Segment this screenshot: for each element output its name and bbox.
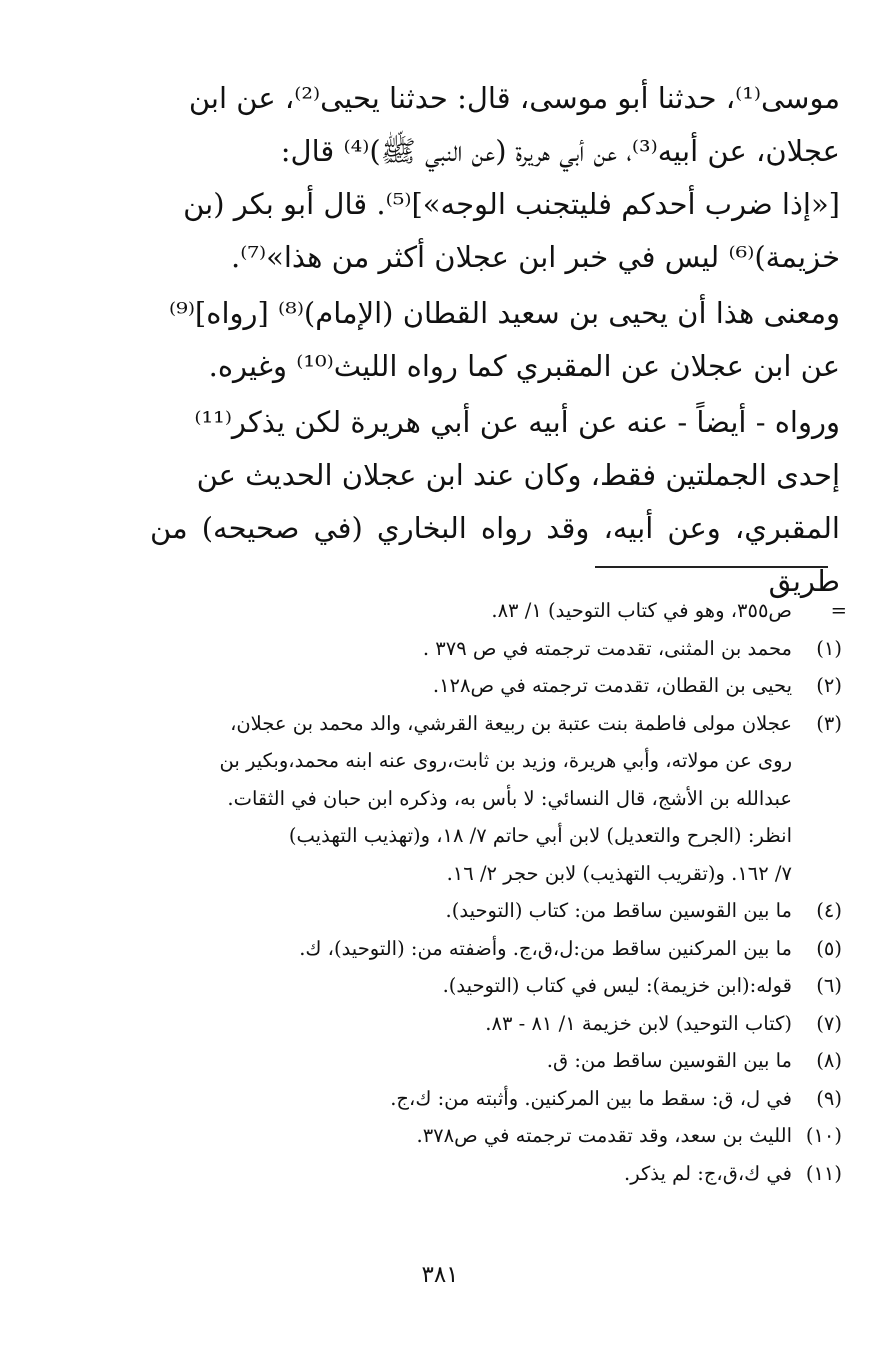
footnote-1 xyxy=(150,630,850,668)
body-line: عن ابن عجلان عن المقبري كما رواه الليث⁽¹⁰⁾ وغيره. xyxy=(208,349,840,383)
footnote-line: ٧/ ١٦٢. و(تقريب التهذيب) لابن حجر ٢/ ١٦. xyxy=(446,861,792,885)
footnote-line: الليث بن سعد، وقد تقدمت ترجمته في ص٣٧٨. xyxy=(416,1124,792,1147)
footnote-line: عبدالله بن الأشج، قال النسائي: لا بأس به، وذكره ابن حبان في الثقات. xyxy=(227,786,792,810)
footnote-number: (٥) xyxy=(816,936,842,960)
footnote-number: (٣) xyxy=(816,711,842,735)
continuation-text: ص٣٥٥، وهو في كتاب التوحيد) ١/ ٨٣. xyxy=(491,599,792,622)
continuation-marker: = xyxy=(830,599,847,622)
body-line: عجلان، عن أبيه⁽³⁾، عن أبي هريرة (عن النبي ﷺ)⁽⁴⁾ قال: xyxy=(280,134,840,168)
body-line: ورواه - أيضاً - عنه عن أبيه عن أبي هريرة لكن يذكر⁽¹¹⁾ xyxy=(194,405,840,439)
footnote-line: يحيى بن القطان، تقدمت ترجمته في ص١٢٨. xyxy=(432,674,792,697)
footnote-line: عجلان مولى فاطمة بنت عتبة بن ربيعة القرشي، والد محمد بن عجلان، xyxy=(230,711,792,735)
footnote-9 xyxy=(150,1080,850,1118)
footnote-6 xyxy=(150,967,850,1005)
footnote-line: قوله:(ابن خزيمة): ليس في كتاب (التوحيد). xyxy=(442,974,792,997)
body-line: إحدى الجملتين فقط، وكان عند ابن عجلان الحديث عن xyxy=(196,458,840,492)
footnote-number: (٧) xyxy=(816,1011,842,1035)
footnote-number: (١٠) xyxy=(805,1124,842,1147)
footnote-line: (كتاب التوحيد) لابن خزيمة ١/ ٨١ - ٨٣. xyxy=(485,1011,792,1035)
main-body-text xyxy=(150,72,840,608)
footnote-continuation xyxy=(150,592,850,630)
footnote-line: ما بين القوسين ساقط من: كتاب (التوحيد). xyxy=(445,899,792,922)
body-line: المقبري، وعن أبيه، وقد رواه البخاري (في صحيحه) من طريق xyxy=(150,511,840,598)
footnote-10 xyxy=(150,1117,850,1155)
footnote-8 xyxy=(150,1042,850,1080)
body-line: ومعنى هذا أن يحيى بن سعيد القطان (الإمام)⁽⁸⁾ [رواه]⁽⁹⁾ xyxy=(169,296,840,330)
footnote-5 xyxy=(150,930,850,968)
footnote-2 xyxy=(150,667,850,705)
footnote-number: (٩) xyxy=(816,1086,842,1110)
footnote-line: ما بين القوسين ساقط من: ق. xyxy=(546,1049,792,1072)
footnote-separator xyxy=(595,566,828,568)
footnote-3 xyxy=(150,705,850,893)
footnote-11 xyxy=(150,1155,850,1193)
footnote-line: في ل، ق: سقط ما بين المركنين. وأثبته من: ك،ج. xyxy=(390,1086,792,1110)
footnote-line: محمد بن المثنى، تقدمت ترجمته في ص ٣٧٩ . xyxy=(422,636,792,660)
footnote-line: في ك،ق،ج: لم يذكر. xyxy=(624,1161,792,1185)
footnote-line: ما بين المركنين ساقط من:ل،ق،ج. وأضفته من: (التوحيد)، ك. xyxy=(299,936,792,960)
footnote-7 xyxy=(150,1005,850,1043)
footnote-number: (٨) xyxy=(816,1049,842,1072)
footnote-4 xyxy=(150,892,850,930)
page-number: ٣٨١ xyxy=(421,1262,459,1288)
body-line: موسى⁽¹⁾، حدثنا أبو موسى، قال: حدثنا يحيى⁽²⁾، عن ابن xyxy=(188,81,840,115)
footnote-number: (١١) xyxy=(805,1161,842,1185)
body-line: خزيمة)⁽⁶⁾ ليس في خبر ابن عجلان أكثر من هذا»⁽⁷⁾. xyxy=(230,240,840,274)
footnote-number: (٦) xyxy=(816,974,842,997)
footnote-number: (١) xyxy=(816,636,842,660)
footnote-line: روى عن مولاته، وأبي هريرة، وزيد بن ثابت،روى عنه ابنه محمد،وبكير بن xyxy=(219,749,792,772)
body-line: [«إذا ضرب أحدكم فليتجنب الوجه»]⁽⁵⁾. قال أبو بكر (بن xyxy=(183,187,840,221)
footnote-number: (٤) xyxy=(816,899,842,922)
footnote-number: (٢) xyxy=(816,674,842,697)
footnotes-section xyxy=(150,592,850,1192)
footnote-line: انظر: (الجرح والتعديل) لابن أبي حاتم ٧/ ١٨، و(تهذيب التهذيب) xyxy=(288,824,792,847)
